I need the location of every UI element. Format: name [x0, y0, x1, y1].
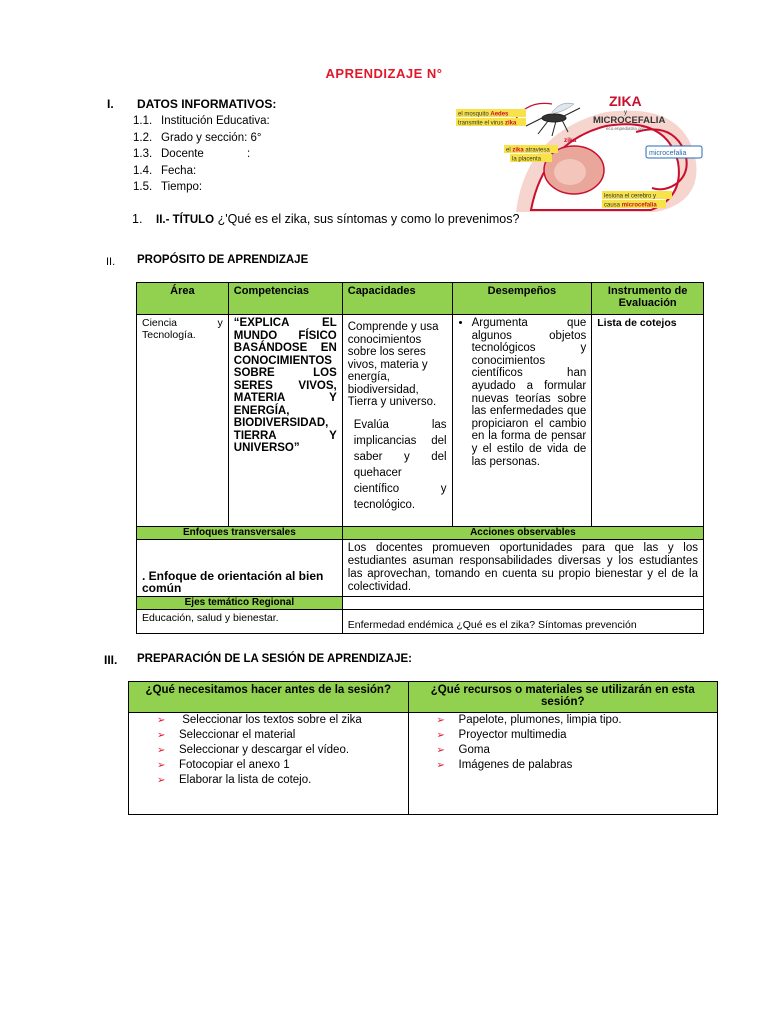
header-recursos: ¿Qué recursos o materiales se utilizarán en esta sesión? [408, 682, 717, 713]
list-item: ➢ Papelote, plumones, limpia tipo. [436, 714, 622, 726]
header-area: Área [137, 283, 229, 315]
svg-text:transmite el virus zika: transmite el virus zika [458, 120, 517, 127]
antes-list [129, 713, 409, 815]
capacidad-1: Comprende y usa conocimientos sobre los seres vivos, materia y energía, biodiversidad, Tierra y universo. [347, 321, 439, 408]
section2-numeral: II. [106, 256, 116, 268]
svg-text:causa microcefalia: causa microcefalia [604, 202, 657, 209]
section3-heading: PREPARACIÓN DE LA SESIÓN DE APRENDIZAJE: [137, 653, 412, 665]
section1-numeral: I. [107, 97, 114, 111]
list-item: ➢ Seleccionar los textos sobre el zika [157, 714, 362, 726]
header-instrumento: Instrumento de Evaluación [592, 283, 704, 315]
header-desempenos: Desempeños [452, 283, 592, 315]
header-competencias: Competencias [228, 283, 342, 315]
header-antes: ¿Qué necesitamos hacer antes de la sesión? [129, 682, 409, 713]
zika-microcefalia-illustration [456, 92, 706, 212]
svg-text:microcefalia: microcefalia [649, 150, 687, 157]
svg-text:lesiona el cerebro y: lesiona el cerebro y [604, 193, 657, 200]
ejes-header: Ejes temático Regional [137, 597, 343, 610]
acciones-cell: Los docentes promueven oportunidades para que las y los estudiantes asuman responsabilidades diversas y los estudiantes las aprovechan, tomando en cuenta su propio bienestar y el de la colectividad. [342, 540, 703, 597]
svg-text:la placenta: la placenta [512, 156, 542, 163]
recursos-list [408, 713, 717, 815]
enfoque-cell: . Enfoque de orientación al bien común [137, 540, 343, 597]
section2-heading: PROPÓSITO DE APRENDIZAJE [137, 254, 309, 266]
list-item: ➢ Goma [436, 744, 490, 756]
list-item: ➢ Elaborar la lista de cotejo. [157, 774, 312, 786]
cell-capacidades [342, 315, 452, 527]
datos-list [133, 113, 270, 196]
page-title: APRENDIZAJE N° [325, 66, 443, 81]
svg-text:eco.enpediatria.org: eco.enpediatria.org [606, 126, 645, 131]
svg-text:zika: zika [564, 137, 577, 144]
microcefalia-title: MICROCEFALIA [593, 115, 666, 126]
datos-item: 1.1. Institución Educativa: [133, 115, 270, 127]
datos-item: 1.4. Fecha: [133, 164, 197, 177]
datos-item: 1.2. Grado y sección: 6° [133, 131, 262, 144]
titulo-line: 1. II.- TÍTULO ¿'Qué es el zika, sus síntomas y como lo prevenimos? [132, 212, 520, 226]
svg-text:el mosquito Aedes: el mosquito Aedes [458, 111, 509, 118]
ejes-cell: Educación, salud y bienestar. [137, 610, 343, 634]
cell-competencia: “EXPLICA EL MUNDO FÍSICO BASÁNDOSE EN CONOCIMIENTOS SOBRE LOS SERES VIVOS, MATERIA Y ENERGÍA, BIODIVERSIDAD, TIERRA Y UNIVERSO” [228, 315, 342, 527]
list-item: ➢ Imágenes de palabras [436, 759, 573, 771]
desempeno-item: • Argumenta que algunos objetos tecnológicos y conocimientos científicos han ayudado a formular nuevas teorías sobre las enfermedades que propiciaron el cambio en la forma de pensar y el estilo de vida de las personas. [472, 317, 587, 468]
list-item: ➢ Fotocopiar el anexo 1 [157, 759, 290, 771]
list-item: ➢ Proyector multimedia [436, 729, 567, 741]
enfoques-header: Enfoques transversales [137, 527, 343, 540]
ejes-detalle-cell: Enfermedad endémica ¿Qué es el zika? Síntomas prevención [342, 610, 703, 634]
capacidad-2: Evalúa las implicancias del saber y del quehacer científico y tecnológico. [353, 418, 447, 511]
cell-instrumento: Lista de cotejos [592, 315, 704, 527]
section3-numeral: III. [104, 653, 118, 667]
proposito-table [136, 282, 704, 634]
section1-heading: DATOS INFORMATIVOS: [137, 97, 277, 111]
header-capacidades: Capacidades [342, 283, 452, 315]
datos-item: 1.5. Tiempo: [133, 181, 203, 193]
list-item: ➢ Seleccionar el material [157, 729, 296, 741]
svg-text:el zika atraviesa: el zika atraviesa [506, 147, 550, 154]
list-item: ➢ Seleccionar y descargar el vídeo. [157, 744, 350, 756]
cell-area: Ciencia y Tecnología. [137, 315, 229, 527]
acciones-header: Acciones observables [342, 527, 703, 540]
datos-item: 1.3. Docente : [133, 148, 251, 160]
svg-text:y: y [624, 110, 627, 116]
zika-title: ZIKA [609, 93, 642, 109]
preparacion-table [128, 681, 718, 815]
cell-desempeno [452, 315, 592, 527]
